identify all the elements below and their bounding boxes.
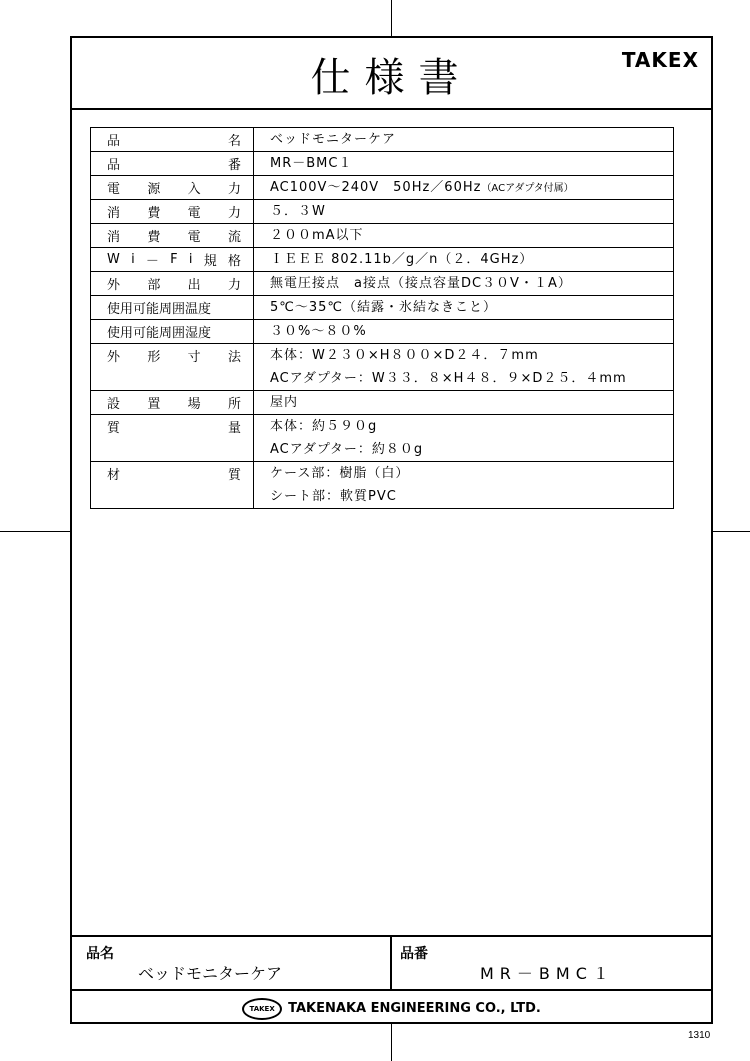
spec-label-cell xyxy=(91,296,254,320)
spec-value-cell xyxy=(254,128,674,152)
spec-value-text: ACアダプター：約８０g xyxy=(270,442,424,457)
spec-value xyxy=(254,391,673,414)
spec-label-char: 入 xyxy=(187,182,201,197)
table-row xyxy=(91,391,674,415)
spec-label-char: 力 xyxy=(227,278,241,293)
spec-value xyxy=(254,438,673,461)
company-name: TAKENAKA ENGINEERING CO., LTD. xyxy=(288,1001,541,1016)
crop-mark-right xyxy=(713,531,750,532)
table-row xyxy=(91,272,674,296)
spec-label-char: 場 xyxy=(187,397,201,412)
spec-value xyxy=(254,176,673,199)
spec-label-char: 材 xyxy=(107,468,121,483)
spec-label-cell xyxy=(91,128,254,152)
product-name-label: 品名 xyxy=(86,946,114,962)
spec-value xyxy=(254,320,673,343)
spec-value xyxy=(254,200,673,223)
spec-label-char: 質 xyxy=(227,468,241,483)
spec-label-char: 品 xyxy=(107,158,121,173)
spec-value-cell xyxy=(254,296,674,320)
spec-label-char: 消 xyxy=(107,206,121,221)
spec-value xyxy=(254,128,673,151)
spec-value-cell xyxy=(254,272,674,296)
crop-mark-left xyxy=(0,531,70,532)
table-row xyxy=(91,320,674,344)
spec-label-char: W xyxy=(107,252,120,267)
spec-value-text: 5℃～35℃（結露・氷結なきこと） xyxy=(270,300,498,315)
spec-label-char: 名 xyxy=(227,134,241,149)
spec-value-note: （ACアダプタ付属） xyxy=(481,183,574,194)
spec-value-cell xyxy=(254,344,674,391)
spec-value xyxy=(254,485,673,508)
spec-value xyxy=(254,367,673,390)
spec-value xyxy=(254,248,673,271)
spec-table xyxy=(90,127,674,509)
title-row xyxy=(72,38,711,110)
table-row xyxy=(91,248,674,272)
spec-label-cell xyxy=(91,272,254,296)
spec-value-cell xyxy=(254,415,674,462)
spec-label-char: 力 xyxy=(227,182,241,197)
spec-label-char: 格 xyxy=(227,254,241,269)
spec-label-char: 使用可能周囲温度 xyxy=(107,302,212,317)
crop-mark-top xyxy=(391,0,392,36)
spec-label-char: 法 xyxy=(227,350,241,365)
product-code-value: MR－BMC１ xyxy=(480,964,615,983)
spec-label-char: 置 xyxy=(147,397,161,412)
table-row xyxy=(91,128,674,152)
product-info-bar xyxy=(72,935,711,991)
spec-value-cell xyxy=(254,248,674,272)
spec-label-char: 電 xyxy=(107,182,121,197)
spec-value-text: ２００mA以下 xyxy=(270,228,364,243)
spec-value xyxy=(254,344,673,367)
spec-label-char: 費 xyxy=(147,206,161,221)
spec-label-char: 所 xyxy=(227,397,241,412)
spec-label-char: 電 xyxy=(187,230,201,245)
spec-value-cell xyxy=(254,462,674,509)
spec-value xyxy=(254,462,673,485)
spec-value-text: ケース部：樹脂（白） xyxy=(270,466,410,481)
spec-label-char: i xyxy=(188,252,193,267)
spec-label-cell xyxy=(91,248,254,272)
spec-value-cell xyxy=(254,320,674,344)
spec-value-cell xyxy=(254,200,674,224)
table-row xyxy=(91,344,674,391)
spec-value-text: ５．３W xyxy=(270,204,326,219)
spec-label-cell xyxy=(91,176,254,200)
spec-value-text: ＩＥＥＥ 802.11b／g／n（２．4GHz） xyxy=(270,252,534,267)
spec-label-cell xyxy=(91,320,254,344)
document-title: 仕様書 xyxy=(310,55,473,101)
spec-value-text: シート部：軟質PVC xyxy=(270,489,397,504)
spec-label-char: 寸 xyxy=(187,350,201,365)
brand-logo: TAKEX xyxy=(621,48,699,72)
spec-value xyxy=(254,224,673,247)
spec-label-char: 部 xyxy=(147,278,161,293)
crop-mark-bottom xyxy=(391,1024,392,1061)
spec-label-char: 品 xyxy=(107,134,121,149)
spec-label-char: 量 xyxy=(227,421,241,436)
spec-value-cell xyxy=(254,152,674,176)
spec-label-char: 費 xyxy=(147,230,161,245)
spec-value xyxy=(254,152,673,175)
spec-value-text: ３０%～８０% xyxy=(270,324,367,339)
spec-label-cell xyxy=(91,391,254,415)
spec-label-cell xyxy=(91,415,254,462)
spec-label-cell xyxy=(91,152,254,176)
company-logo-icon: TAKEX xyxy=(242,998,282,1020)
spec-value-cell xyxy=(254,391,674,415)
table-row xyxy=(91,415,674,462)
spec-label-char: 力 xyxy=(227,206,241,221)
spec-value-text: MR－BMC１ xyxy=(270,156,353,171)
spec-label-char: 外 xyxy=(107,278,121,293)
document-frame xyxy=(70,36,713,1024)
table-row xyxy=(91,176,674,200)
spec-label-char: 使用可能周囲湿度 xyxy=(107,326,212,341)
spec-label-char: F xyxy=(170,252,178,267)
spec-value-text: 本体：W２３０×H８００×D２４．７mm xyxy=(270,348,539,363)
product-name-value: ベッドモニターケア xyxy=(138,964,283,983)
spec-value-text: AC100V～240V 50Hz／60Hz xyxy=(270,180,482,195)
spec-label-char: 形 xyxy=(147,350,161,365)
company-footer xyxy=(72,991,711,1026)
spec-label-char: 外 xyxy=(107,350,121,365)
spec-value xyxy=(254,272,673,295)
spec-value xyxy=(254,296,673,319)
table-row xyxy=(91,462,674,509)
spec-value-cell xyxy=(254,224,674,248)
spec-value-cell xyxy=(254,176,674,200)
table-row xyxy=(91,200,674,224)
spec-value-text: 屋内 xyxy=(270,395,299,410)
table-row xyxy=(91,224,674,248)
spec-value-text: 無電圧接点 a接点（接点容量DC３０V・１A） xyxy=(270,276,572,291)
divider xyxy=(390,937,392,989)
spec-label-cell xyxy=(91,344,254,391)
spec-label-char: 設 xyxy=(107,397,121,412)
spec-label-cell xyxy=(91,200,254,224)
spec-value-text: ベッドモニターケア xyxy=(270,132,397,147)
spec-label-char: 流 xyxy=(227,230,241,245)
spec-label-char: 源 xyxy=(147,182,161,197)
spec-label-cell xyxy=(91,224,254,248)
spec-label-char: 番 xyxy=(227,158,241,173)
spec-label-char: 質 xyxy=(107,421,121,436)
product-code-label: 品番 xyxy=(400,946,428,962)
table-row xyxy=(91,152,674,176)
spec-label-char: 電 xyxy=(187,206,201,221)
spec-value-text: 本体：約５９０g xyxy=(270,419,378,434)
spec-label-char: i xyxy=(131,252,135,267)
spec-value xyxy=(254,415,673,438)
spec-label-char: 出 xyxy=(187,278,201,293)
spec-label-char: 消 xyxy=(107,230,121,245)
spec-value-text: ACアダプター：W３３．８×H４８．９×D２５．４mm xyxy=(270,371,627,386)
spec-label-cell xyxy=(91,462,254,509)
spec-label-char: － xyxy=(145,254,159,269)
table-row xyxy=(91,296,674,320)
spec-label-char: 規 xyxy=(203,254,217,269)
document-number: 1310 xyxy=(688,1030,711,1041)
